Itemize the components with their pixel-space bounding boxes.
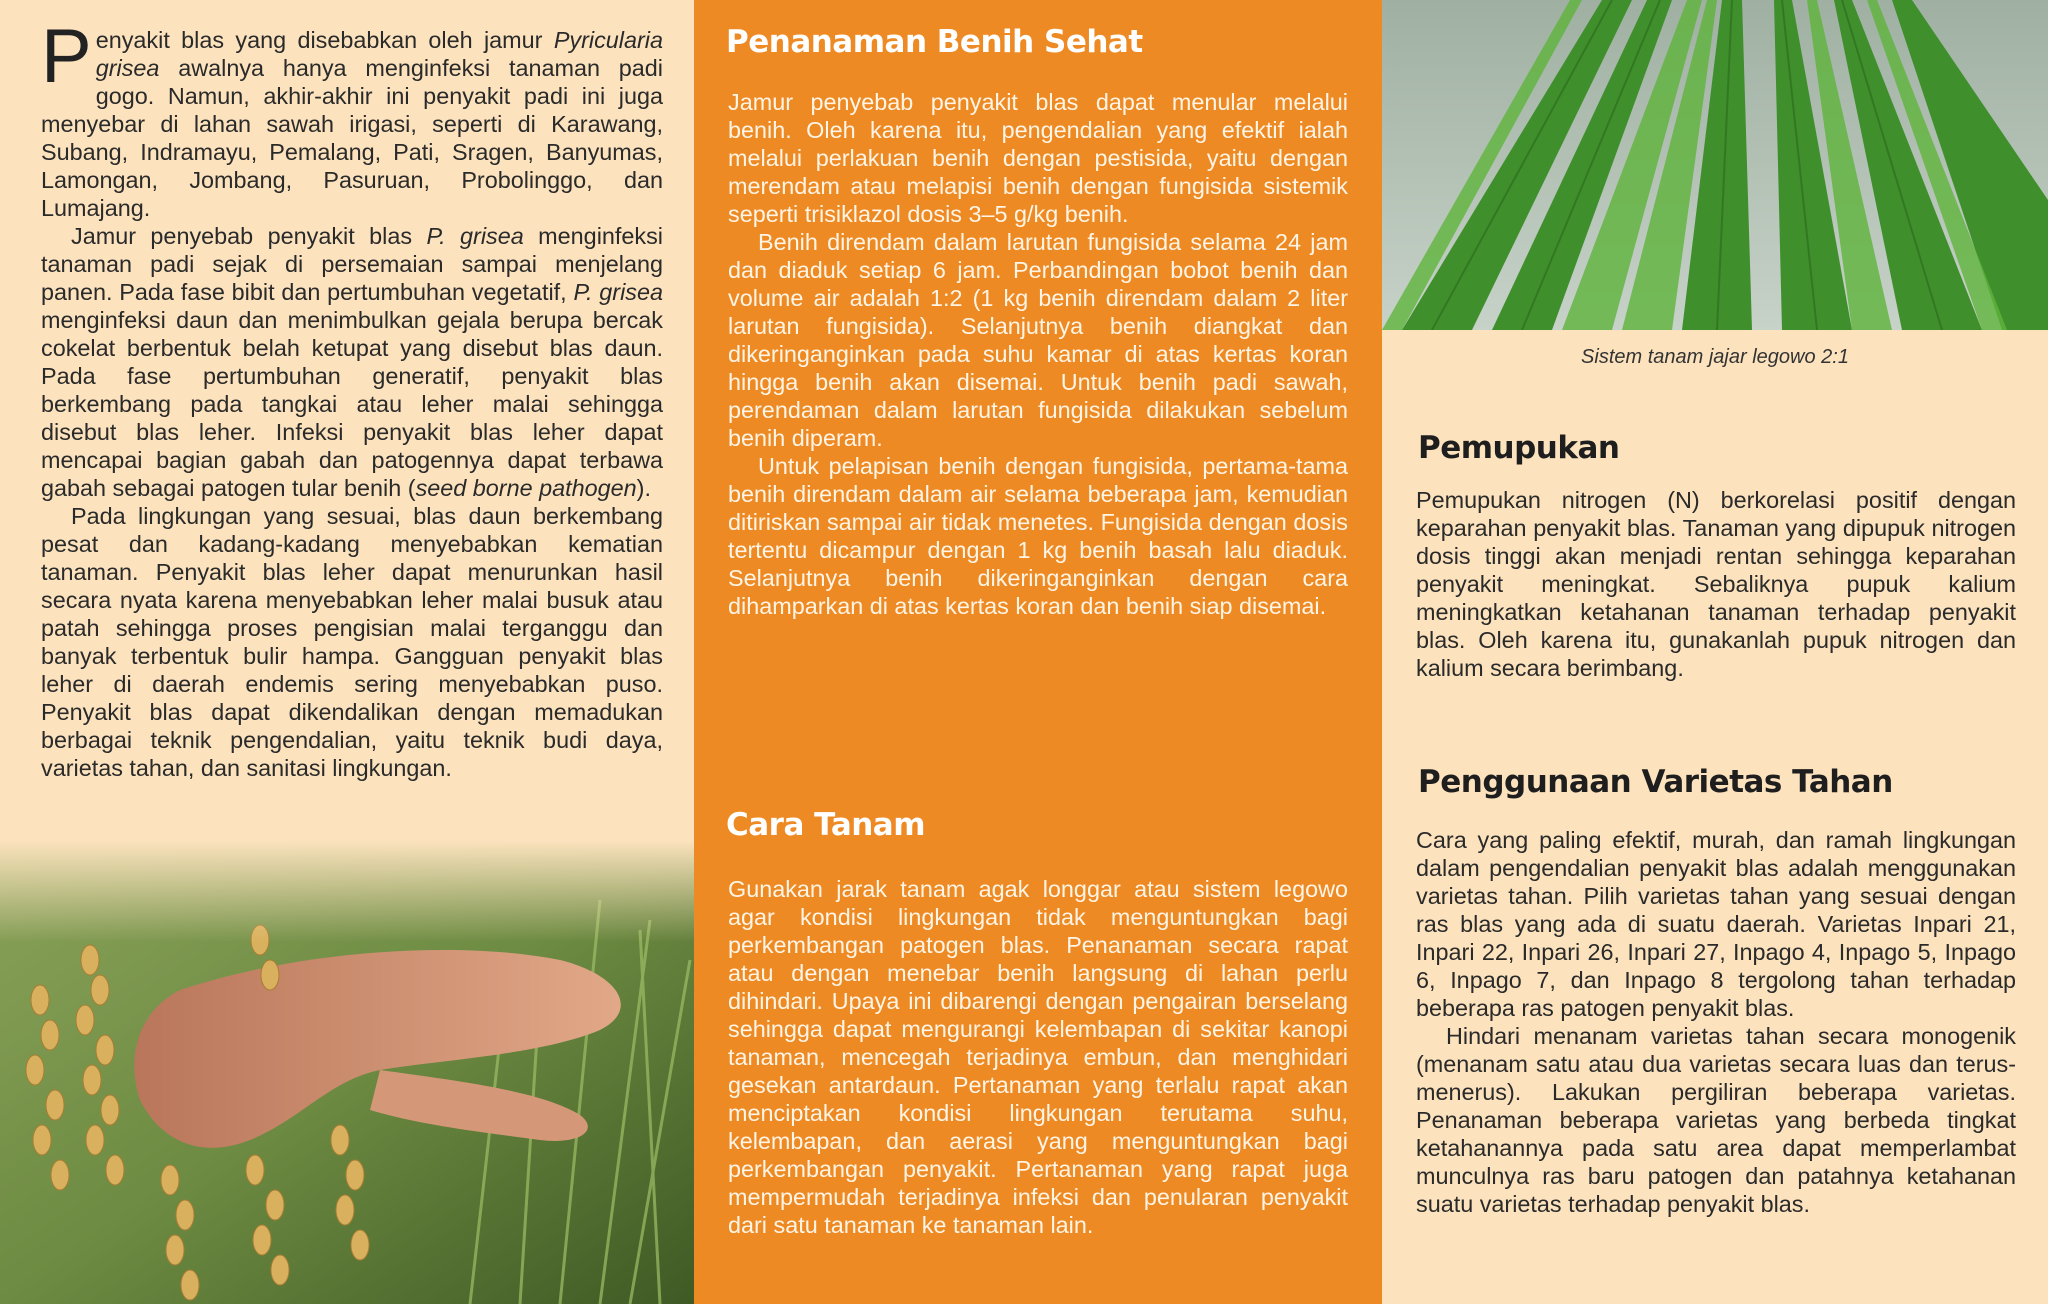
photo-caption: Sistem tanam jajar legowo 2:1 xyxy=(1581,346,1849,368)
heading-pemupukan: Pemupukan xyxy=(1418,430,1620,466)
infection-paragraph: Jamur penyebab penyakit blas P. grisea menginfeksi tanaman padi sejak di persemaian sampai menjelang panen. Pada fase bibit dan pertumbuhan vegetatif, P. grisea menginfeksi daun dan menimbulkan gejala berupa bercak cokelat berbentuk belah ketupat yang disebut blas daun. Pada fase pertumbuhan generatif, penyakit blas berkembang pada tangkai atau leher malai sehingga disebut blas leher. Infeksi penyakit blas leher dapat mencapai bagian gabah dan patogennya dapat terbawa gabah sebagai patogen tular benih (seed borne pathogen). xyxy=(41,223,663,501)
intro-paragraph: Penyakit blas yang disebabkan oleh jamur Pyricularia grisea awalnya hanya menginfeksi tanaman padi gogo. Namun, akhir-akhir ini penyakit padi ini juga menyebar di lahan sawah irigasi, seperti di Karawang, Subang, Indramayu, Pemalang, Pati, Sragen, Banyumas, Lamongan, Jombang, Pasuruan, Probolinggo, dan Lumajang. xyxy=(41,14,663,221)
rice-panicle-hand-photo xyxy=(0,840,694,1304)
heading-penanaman-benih-sehat: Penanaman Benih Sehat xyxy=(726,24,1143,60)
rice-field-legowo-photo xyxy=(1382,0,2048,330)
section-varietas-tahan xyxy=(1416,826,2016,1218)
left-text-column xyxy=(41,14,663,782)
left-panel xyxy=(0,0,694,1304)
seed-paragraph-3: Untuk pelapisan benih dengan fungisida, pertama-tama benih direndam dalam air selama beberapa jam, kemudian ditiriskan sampai air tidak menetes. Fungisida dengan dosis tertentu dicampur dengan 1 kg benih basah lalu diaduk. Selanjutnya benih dikeringanginkan dengan cara dihamparkan di atas kertas koran dan benih siap disemai. xyxy=(728,453,1348,619)
variety-paragraph-1: Cara yang paling efektif, murah, dan ramah lingkungan dalam pengendalian penyakit blas adalah menggunakan varietas tahan. Pilih varietas tahan yang sesuai dengan ras blas yang ada di suatu daerah. Varietas Inpari 21, Inpari 22, Inpari 26, Inpari 27, Inpago 4, Inpago 5, Inpago 6, Inpago 7, dan Inpago 8 tergolong tahan terhadap beberapa ras patogen penyakit blas. xyxy=(1416,827,2016,1021)
heading-cara-tanam: Cara Tanam xyxy=(726,807,926,843)
section-penanaman-benih xyxy=(728,88,1348,620)
variety-paragraph-2: Hindari menanam varietas tahan secara monogenik (menanam satu atau dua varietas secara luas dan terus-menerus). Lakukan pergiliran beberapa varietas. Penanaman beberapa varietas yang berbeda tingkat ketahanannya pada satu area dapat memperlambat munculnya ras baru patogen dan patahnya ketahanan suatu varietas terhadap penyakit blas. xyxy=(1416,1023,2016,1217)
right-panel xyxy=(1382,0,2048,1304)
seed-paragraph-1: Jamur penyebab penyakit blas dapat menular melalui benih. Oleh karena itu, pengendalian yang efektif ialah melalui perlakuan benih dengan pestisida, yaitu dengan merendam atau melapisi benih dengan fungisida sistemik seperti trisiklazol dosis 3–5 g/kg benih. xyxy=(728,89,1348,227)
planting-paragraph: Gunakan jarak tanam agak longgar atau sistem legowo agar kondisi lingkungan tidak menguntungkan bagi perkembangan patogen blas. Penanaman secara rapat atau dengan menebar benih langsung di lahan perlu dihindari. Upaya ini dibarengi dengan pengairan berselang sehingga dapat mengurangi kelembapan di sekitar kanopi tanaman, mencegah terjadinya embun, dan menghidari gesekan antardaun. Pertanaman yang terlalu rapat akan menciptakan kondisi lingkungan terutama suhu, kelembapan, dan aerasi yang menguntungkan bagi perkembangan penyakit. Pertanaman yang rapat juga mempermudah terjadinya infeksi dan penularan penyakit dari satu tanaman ke tanaman lain. xyxy=(728,876,1348,1238)
heading-penggunaan-varietas-tahan: Penggunaan Varietas Tahan xyxy=(1418,764,1893,800)
seed-paragraph-2: Benih direndam dalam larutan fungisida selama 24 jam dan diaduk setiap 6 jam. Perbandingan bobot benih dan volume air adalah 1:2 (1 kg benih direndam dalam 2 liter larutan fungisida). Selanjutnya benih diangkat dan dikeringanginkan pada suhu kamar di atas kertas koran hingga benih akan disemai. Untuk benih padi sawah, perendaman dalam larutan fungisida dilakukan sebelum benih diperam. xyxy=(728,229,1348,451)
impact-paragraph: Pada lingkungan yang sesuai, blas daun berkembang pesat dan kadang-kadang menyebabkan kematian tanaman. Penyakit blas leher dapat menurunkan hasil secara nyata karena menyebabkan leher malai busuk atau patah sehingga proses pengisian malai terganggu dan banyak terbentuk bulir hampa. Gangguan penyakit blas leher di daerah endemis sering menyebabkan puso. Penyakit blas dapat dikendalikan dengan memadukan berbagai teknik pengendalian, yaitu teknik budi daya, varietas tahan, dan sanitasi lingkungan. xyxy=(41,503,663,781)
section-pemupukan xyxy=(1416,486,2016,682)
fertilizer-paragraph: Pemupukan nitrogen (N) berkorelasi positif dengan keparahan penyakit blas. Tanaman yang dipupuk nitrogen dosis tinggi akan menjadi rentan sehingga keparahan penyakit meningkat. Sebaliknya pupuk kalium meningkatkan ketahanan tanaman terhadap penyakit blas. Oleh karena itu, gunakanlah pupuk nitrogen dan kalium secara berimbang. xyxy=(1416,487,2016,681)
drop-cap: P xyxy=(41,14,92,99)
section-cara-tanam xyxy=(728,875,1348,1239)
middle-panel xyxy=(694,0,1382,1304)
